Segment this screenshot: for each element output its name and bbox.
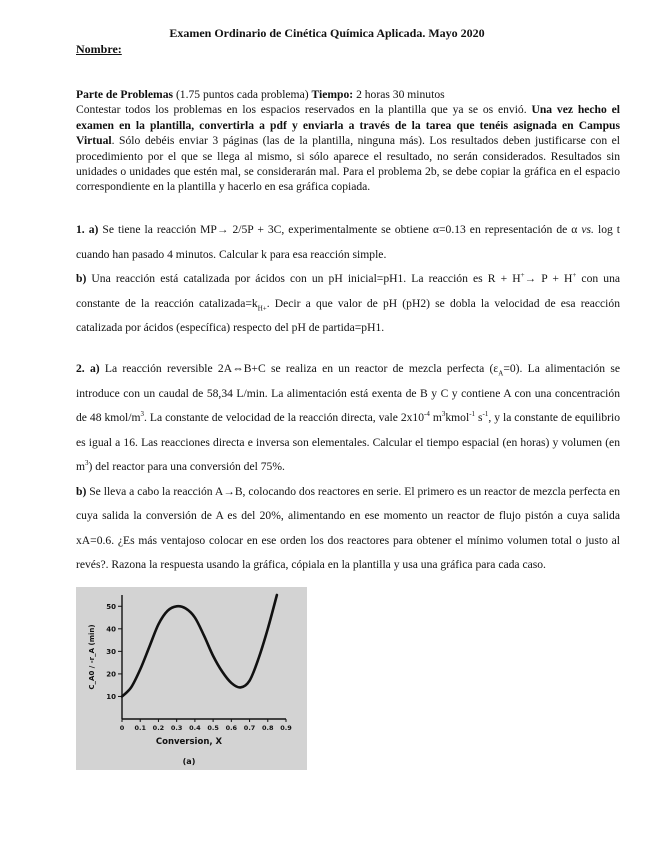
x-axis-label: Conversion, X xyxy=(155,737,223,747)
problem-2a-sub-eps: A xyxy=(498,369,504,378)
problem-2a-text-6: s xyxy=(475,411,483,424)
problem-1b-sup-2: + xyxy=(572,271,577,280)
problem-1b-text-2: con una constante de la reacción catalizada=k xyxy=(76,272,621,310)
part-label: Parte de Problemas xyxy=(76,88,174,101)
problem-2a-sup-exp: -4 xyxy=(424,410,430,419)
y-tick-label: 40 xyxy=(106,625,116,634)
problem-2a-sup-kmol: -1 xyxy=(469,410,476,419)
time-value: 2 horas 30 minutos xyxy=(356,88,445,101)
x-tick-label: 0.7 xyxy=(243,724,256,732)
x-tick-label: 0.8 xyxy=(262,724,274,732)
problem-2b-text: Se lleva a cabo la reacción A→B, colocando dos reactores en serie. El primero es un reactor de mezcla perfecta en cuya salida la conversión de A es del 20%, alimentando en ese momento un reactor de flujo pistón a cuya salida xA=0.6. ¿Es más ventajoso colocar en ese orden los dos reactores para obtener el mínimo volumen total o justo al revés?. Razona la respuesta usando la gráfica, cópiala en la plantilla y usa una gráfica para cada caso. xyxy=(76,484,620,571)
problem-2a-text-5: kmol xyxy=(445,411,470,424)
x-tick-label: 0.3 xyxy=(170,724,183,732)
problem-2a-sup-s: -1 xyxy=(482,410,489,419)
time-label: Tiempo: xyxy=(311,88,354,101)
problem-2a-sup-vol: 3 xyxy=(85,459,89,468)
y-tick-label: 10 xyxy=(106,692,116,701)
problem-1b-sup-1: + xyxy=(520,271,525,280)
problem-1 xyxy=(76,218,620,341)
data-curve xyxy=(122,595,277,696)
y-axis-label: C_A0 / -r_A (min) xyxy=(88,624,96,690)
problem-1b-sub: H+ xyxy=(257,303,267,312)
instructions xyxy=(76,87,620,195)
exam-title: Examen Ordinario de Cinética Química Aplicada. Mayo 2020 xyxy=(169,26,485,40)
x-tick-label: 0 xyxy=(119,724,125,732)
x-tick-label: 0.9 xyxy=(280,724,292,732)
points-text: (1.75 puntos cada problema) xyxy=(175,88,309,101)
x-tick-label: 0.6 xyxy=(225,724,238,732)
problem-1a-text-1: Se tiene la reacción MP→ 2/5P + 3C, experimentalmente se obtiene α=0.13 en representación de α xyxy=(102,223,578,236)
problem-2a-text-3: . La constante de velocidad de la reacción directa, vale 2x10 xyxy=(144,411,425,424)
problem-2a-text-1: La reacción reversible 2A⇔B+C se realiza en un reactor de mezcla perfecta (ε xyxy=(104,362,499,375)
problem-2a-sup-m3: 3 xyxy=(441,410,446,419)
problem-2a-label: 2. a) xyxy=(76,362,100,375)
problem-1b-text-3: . Decir a que valor de pH (pH2) se dobla la velocidad de esa reacción catalizada por ácidos (específica) respecto del pH de partida=pH1. xyxy=(76,296,620,334)
figure-caption: (a) xyxy=(182,757,196,766)
problem-1b-text-1: Una reacción está catalizada por ácidos con un pH inicial=pH1. La reacción es R + H xyxy=(91,272,521,285)
instructions-text-1: Contestar todos los problemas en los espacios reservados en la plantilla que ya se os envió. xyxy=(76,103,527,117)
instructions-text-2: . Sólo debéis enviar 3 páginas (las de la plantilla, ninguna más). Los resultados deben justificarse con el procedimiento por el que se llega al mismo, si sólo aparece el resultado, no serán considerados. Resultados sin unidades o unidades que estén mal, se considerarán mal. Para el problema 2b, se debe copiar la gráfica en el espacio correspondiente en la plantilla y hacerlo en esa gráfica copiada. xyxy=(76,134,620,194)
problem-1a-label: 1. a) xyxy=(76,223,99,236)
problem-1a-vs: vs. xyxy=(581,223,594,236)
problem-2a-text-2: =0). La alimentación se introduce con un caudal de 58,34 L/min. La alimentación está exenta de B y C y contiene A con una concentración de 48 kmol/m xyxy=(76,362,620,424)
x-tick-label: 0.2 xyxy=(152,724,165,732)
nombre-label: Nombre: xyxy=(76,42,122,56)
problem-2a-text-8: ) del reactor para una conversión del 75%. xyxy=(88,460,285,473)
problem-1a-text-2: log t cuando han pasado 4 minutos. Calcular k para esa reacción simple. xyxy=(76,223,621,261)
problem-2b-label: b) xyxy=(76,484,87,498)
instructions-bold: Una vez hecho el examen en la plantilla, convertirla a pdf y enviarla a través de la tarea que tenéis asignada en Campus Virtual xyxy=(76,103,620,148)
x-tick-label: 0.5 xyxy=(207,724,219,732)
levenspiel-plot xyxy=(76,587,307,770)
x-tick-label: 0.1 xyxy=(134,724,146,732)
problem-2a-text-7: , y la constante de equilibrio es igual a 16. Las reacciones directa e inversa son elementales. Calcular el tiempo espacial (en horas) y volumen (en m xyxy=(76,411,621,473)
y-tick-label: 30 xyxy=(106,647,116,656)
y-tick-label: 50 xyxy=(106,602,116,611)
problem-1b-label: b) xyxy=(76,272,87,285)
problem-2a-sup-3: 3 xyxy=(140,410,145,419)
problem-1b-arrow: → P + H xyxy=(524,272,573,285)
problem-2a-text-4: m xyxy=(429,411,442,424)
y-tick-label: 20 xyxy=(106,670,116,679)
levenspiel-plot-figure xyxy=(76,587,307,770)
problem-2 xyxy=(76,357,620,578)
x-tick-label: 0.4 xyxy=(189,724,201,732)
